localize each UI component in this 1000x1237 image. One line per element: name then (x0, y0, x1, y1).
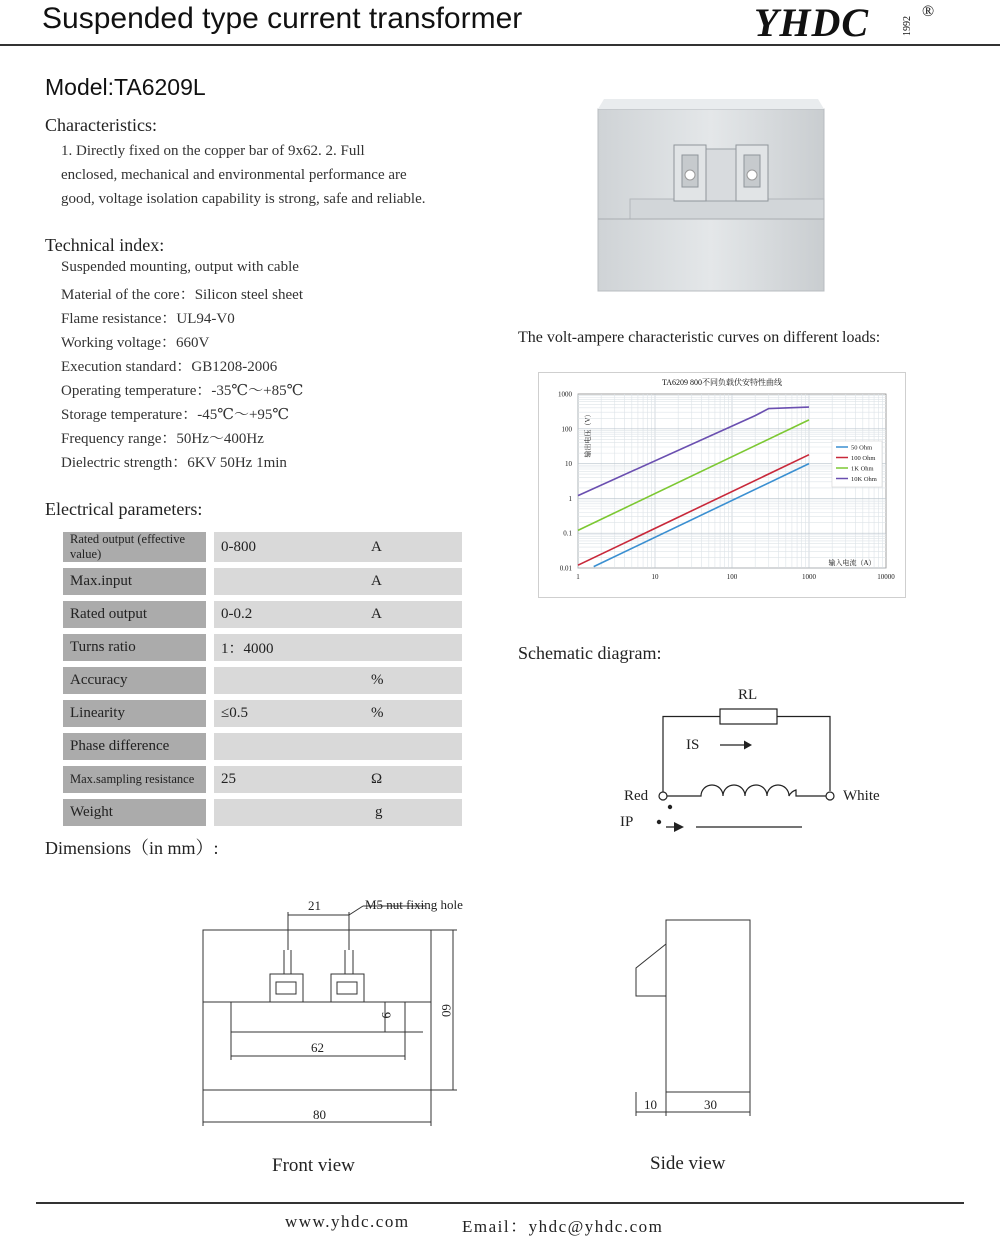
page-title: Suspended type current transformer (42, 2, 523, 35)
front-view-label: Front view (272, 1155, 355, 1176)
table-row (63, 634, 462, 667)
ip-label: IP (620, 814, 634, 830)
terminal-white (826, 792, 834, 800)
characteristics-heading: Characteristics: (45, 115, 157, 135)
front-view-drawing (195, 892, 495, 1132)
schematic-heading: Schematic diagram: (518, 643, 662, 663)
side-view-label: Side view (650, 1153, 726, 1174)
dim-80: 80 (313, 1107, 326, 1122)
technical-line: Execution standard：GB1208-2006 (61, 359, 278, 375)
table-row (63, 601, 462, 634)
param-unit: A (371, 568, 462, 601)
characteristics-text (61, 139, 426, 211)
table-row (63, 532, 462, 568)
param-value (214, 733, 371, 766)
table-row (63, 700, 462, 733)
technical-line: Material of the core：Silicon steel sheet (61, 287, 303, 303)
chart-ylabel: 输出电压（V） (584, 410, 592, 458)
is-arrow (744, 741, 752, 750)
technical-line: Suspended mounting, output with cable (61, 259, 299, 275)
chart-legend (832, 441, 882, 487)
terminal-red (659, 792, 667, 800)
characteristics-line: good, voltage isolation capability is strong, safe and reliable. (61, 191, 426, 207)
param-value (214, 568, 371, 601)
polarity-dot (657, 820, 661, 824)
logo-registered: ® (922, 3, 935, 20)
y-tick-label: 0.1 (563, 529, 572, 538)
dim-60: 60 (439, 1004, 454, 1017)
footer-website[interactable]: www.yhdc.com (285, 1212, 410, 1231)
param-label: Max.input (63, 568, 214, 601)
x-tick-label: 10 (651, 573, 659, 581)
product-photo (590, 95, 840, 295)
x-tick-label: 1 (576, 573, 580, 581)
y-tick-label: 1000 (558, 390, 572, 399)
param-unit: % (371, 667, 462, 700)
table-row (63, 799, 462, 832)
dim-9: 9 (379, 1012, 394, 1019)
technical-line: Operating temperature：-35℃～+85℃ (61, 383, 304, 399)
param-label: Turns ratio (63, 634, 214, 667)
yhdc-logo (752, 0, 944, 42)
param-value: 0-0.2 (214, 601, 371, 634)
technical-list (61, 259, 303, 475)
characteristics-line: 1. Directly fixed on the copper bar of 9x62. 2. Full (61, 143, 365, 159)
volt-ampere-chart (538, 372, 906, 598)
footer-divider (36, 1202, 964, 1204)
ip-arrow (674, 822, 684, 832)
technical-line: Dielectric strength：6KV 50Hz 1min (61, 455, 287, 471)
rl-label: RL (738, 687, 758, 703)
red-label: Red (624, 788, 649, 804)
curves-heading: The volt-ampere characteristic curves on different loads: (518, 329, 881, 346)
y-tick-label: 100 (561, 425, 572, 434)
dim-21: 21 (308, 898, 321, 913)
y-tick-label: 1 (568, 494, 572, 503)
table-row (63, 733, 462, 766)
table-row (63, 766, 462, 799)
param-label: Phase difference (63, 733, 214, 766)
side-view-drawing (628, 912, 768, 1122)
technical-line: Storage temperature：-45℃～+95℃ (61, 407, 290, 423)
logo-year: 1992 (902, 16, 913, 36)
table-row (63, 667, 462, 700)
logo-text: YHDC (754, 0, 870, 42)
chart-title: TA6209 800不同负载伏安特性曲线 (661, 378, 783, 387)
param-value: 1：4000 (214, 634, 371, 667)
legend-label: 50 Ohm (851, 444, 873, 452)
technical-line: Flame resistance：UL94-V0 (61, 311, 235, 327)
param-label: Rated output (63, 601, 214, 634)
dim-62: 62 (311, 1040, 324, 1055)
param-label: Rated output (effective value) (63, 532, 214, 568)
technical-line: Working voltage：660V (61, 335, 210, 351)
x-tick-label: 10000 (877, 573, 895, 581)
param-value (214, 667, 371, 700)
table-row (63, 568, 462, 601)
dim-30: 30 (704, 1097, 717, 1112)
dimensions-heading: Dimensions（in mm）: (45, 838, 219, 858)
schematic-diagram (610, 680, 900, 840)
footer-email[interactable]: Email：yhdc@yhdc.com (462, 1217, 664, 1236)
legend-label: 1K Ohm (851, 465, 874, 473)
chart-xlabel: 输入电流（A） (828, 559, 876, 567)
model-name: Model:TA6209L (45, 74, 206, 100)
param-unit: A (371, 601, 462, 634)
x-tick-label: 100 (726, 573, 738, 581)
param-label: Accuracy (63, 667, 214, 700)
white-label: White (843, 788, 880, 804)
param-label: Max.sampling resistance (63, 766, 214, 799)
legend-label: 100 Ohm (851, 455, 876, 462)
coil (667, 785, 826, 796)
param-value: 25 (214, 766, 371, 799)
header-divider (0, 44, 1000, 46)
param-unit: Ω (371, 766, 462, 799)
dim-note-m5: M5 nut fixing hole (365, 897, 463, 912)
y-tick-label: 10 (565, 460, 572, 469)
electrical-heading: Electrical parameters: (45, 499, 203, 519)
x-tick-label: 1000 (802, 573, 816, 581)
technical-line: Frequency range：50Hz～400Hz (61, 431, 264, 447)
param-unit: g (371, 799, 462, 832)
param-value: 0-800 (214, 532, 371, 568)
is-label: IS (686, 737, 700, 753)
polarity-dot (668, 805, 672, 809)
param-unit (371, 634, 462, 667)
param-unit: % (371, 700, 462, 733)
param-unit (371, 733, 462, 766)
technical-heading: Technical index: (45, 235, 165, 255)
resistor-rl (720, 709, 777, 724)
y-tick-label: 0.01 (559, 564, 572, 573)
electrical-parameters-table (63, 532, 462, 832)
param-unit: A (371, 532, 462, 568)
param-value: ≤0.5 (214, 700, 371, 733)
legend-label: 10K Ohm (851, 476, 877, 483)
dim-10: 10 (644, 1097, 657, 1112)
param-value (214, 799, 371, 832)
characteristics-line: enclosed, mechanical and environmental performance are (61, 167, 407, 183)
param-label: Linearity (63, 700, 214, 733)
param-label: Weight (63, 799, 214, 832)
